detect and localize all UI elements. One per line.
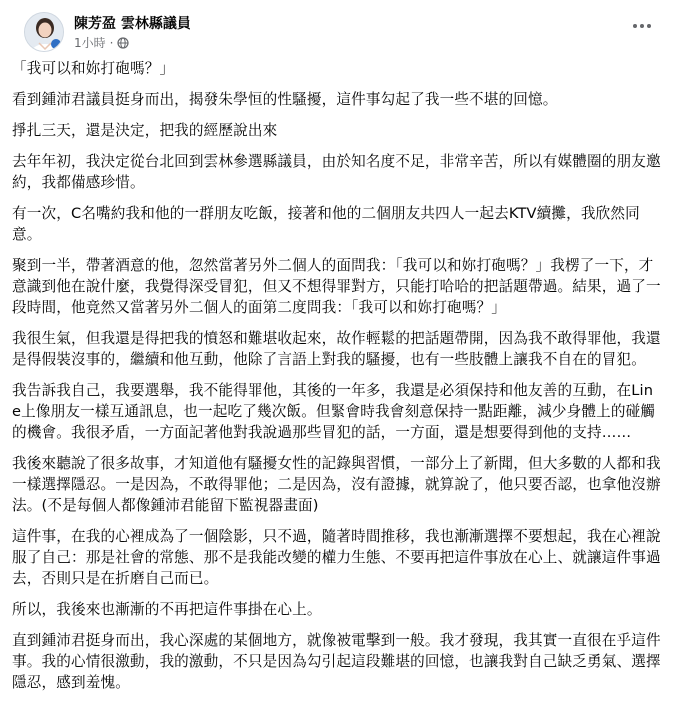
post-header [12,0,664,58]
more-dot [633,24,637,28]
post-paragraph: 我告訴我自己，我要選舉，我不能得罪他，其後的一年多，我還是必須保持和他友善的互動，在Line上像朋友一樣互通訊息，也一起吃了幾次飯。但緊會時我會刻意保持一點距離，減少身體上的碰觸的機會。我很矛盾，一方面記著他對我說過那些冒犯的話，一方面，還是想要得到他的支持…… [12,382,656,441]
author-name[interactable]: 陳芳盈 雲林縣議員 [74,16,191,32]
more-dot [640,24,644,28]
post-paragraph: 我很生氣，但我還是得把我的憤怒和難堪收起來，故作輕鬆的把話題帶開，因為我不敢得罪他，我還是得假裝沒事的，繼續和他互動，他除了言語上對我的騷擾，也有一些肢體上讓我不自在的冒犯。 [12,330,661,368]
author-avatar[interactable] [24,12,64,52]
post-paragraph: 看到鍾沛君議員挺身而出，揭發朱學恒的性騷擾，這件事勾起了我一些不堪的回憶。 [12,91,558,108]
post-paragraph: 聚到一半，帶著酒意的他，忽然當著另外二個人的面問我：「我可以和妳打砲嗎？」我楞了一下，才意識到他在說什麼，我覺得深受冒犯，但又不想得罪對方，只能打哈哈的把話題帶過。結果，過了一段時間，他竟然又當著另外二個人的面第二度問我：「我可以和妳打砲嗎？」 [12,257,661,316]
more-options-icon[interactable] [628,16,656,36]
post-paragraph: 「我可以和妳打砲嗎？」 [12,60,175,77]
post-meta [74,34,129,51]
post-body [12,58,662,703]
profile-avatar-icon [25,13,64,52]
post-paragraph: 直到鍾沛君挺身而出，我心深處的某個地方，就像被電擊到一般。我才發現，我其實一直很在乎這件事。我的心情很激動，我的激動，不只是因為勾引起這段難堪的回憶，也讓我對自己缺乏勇氣、選擇隱忍，感到羞愧。 [12,632,661,691]
meta-separator: · [109,35,114,50]
more-dot [647,24,651,28]
post-paragraph: 有一次，C名嘴約我和他的一群朋友吃飯，接著和他的二個朋友共四人一起去KTV續攤，我欣然同意。 [12,205,640,243]
post-time[interactable]: 1小時 [74,36,106,50]
post-paragraph: 掙扎三天，還是決定，把我的經歷說出來 [12,122,278,139]
post-paragraph: 所以，我後來也漸漸的不再把這件事掛在心上。 [12,601,322,618]
post-paragraph: 這件事，在我的心裡成為了一個陰影，只不過，隨著時間推移，我也漸漸選擇不要想起，我在心裡說服了自己：那是社會的常態、那不是我能改變的權力生態、不要再把這件事放在心上、就讓這件事過去，否則只是在折磨自己而已。 [12,528,661,587]
globe-icon[interactable] [117,37,129,49]
post-paragraph: 我後來聽說了很多故事，才知道他有騷擾女性的記錄與習慣，一部分上了新聞，但大多數的人都和我一樣選擇隱忍。一是因為，不敢得罪他；二是因為，沒有證據，就算說了，他只要否認，也拿他沒辦法。(不是每個人都像鍾沛君能留下監視器畫面) [12,455,661,514]
post-paragraph: 去年年初，我決定從台北回到雲林參選縣議員，由於知名度不足，非常辛苦，所以有媒體圈的朋友邀約，我都備感珍惜。 [12,153,661,191]
